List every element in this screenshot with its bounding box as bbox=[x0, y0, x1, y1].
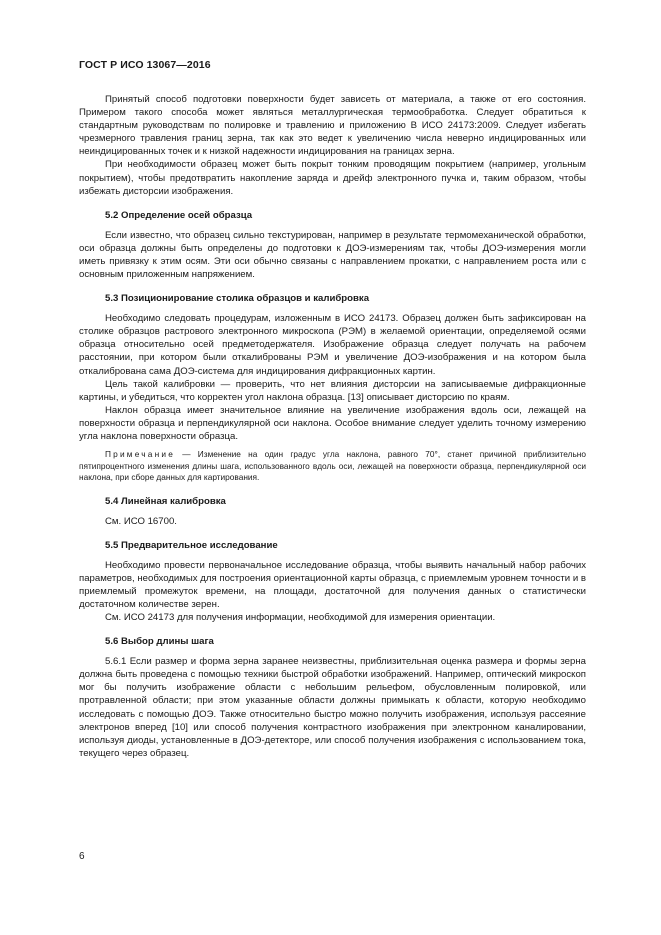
note-label: Примечание bbox=[105, 449, 176, 460]
paragraph: См. ИСО 16700. bbox=[105, 515, 177, 527]
paragraph: Наклон образца имеет значительное влияние на увеличение изображения вдоль оси, лежащей на поверхности образца и перпендикулярной оси наклона. Особое внимание следует уделить точному измерению угла наклона поверхности образца. bbox=[79, 404, 586, 442]
section-heading-5-4: 5.4 Линейная калибровка bbox=[105, 495, 226, 507]
section-heading-5-6: 5.6 Выбор длины шага bbox=[105, 636, 214, 648]
document-header: ГОСТ Р ИСО 13067—2016 bbox=[79, 59, 211, 71]
note-text: — Изменение на один градус угла наклона, равного 70°, станет причиной приблизительно пятипроцентного изменения длины шага, использованного вдоль оси, лежащей на поверхности образца, перпендикулярной оси наклона, при сборе данных для картирования. bbox=[79, 449, 586, 483]
section-heading-5-5: 5.5 Предварительное исследование bbox=[105, 539, 278, 551]
paragraph: Принятый способ подготовки поверхности будет зависеть от материала, а также от его состояния. Примером такого способа может являться металлургическая термообработка. Следует обратиться к стандартным руководствам по полировке и травлению и приложению В ИСО 24173:2009. Следует избегать чрезмерного травления границ зерна, так как это ведет к увеличению числа неверно индицированных или неиндицированных точек и к низкой надежности индицирования на границах зерна. bbox=[79, 94, 586, 158]
paragraph: Необходимо следовать процедурам, изложенным в ИСО 24173. Образец должен быть зафиксирован на столике образцов растрового электронного микроскопа (РЭМ) в желаемой ориентации, определяемой осями образца относительно осей предметодержателя. Изображение образца следует получать на рабочем расстоянии, при котором были откалиброваны РЭМ и увеличение ДОЭ-изображения и на котором была откалибрована сама ДОЭ-система для индицирования дифракционных картин. bbox=[79, 313, 586, 377]
paragraph: 5.6.1 Если размер и форма зерна заранее неизвестны, приблизительная оценка размера и формы зерна должна быть проведена с помощью техники быстрой обработки изображений. Например, оптический микроскоп мог бы получить изображение области с небольшим рельефом, обусловленным полировкой, или протравленной области; при этом указанные области должны примыкать к области, которую необходимо исследовать с помощью ДОЭ. Также относительно быстро можно получить изображения, используя рассеяние электронов вперед [10] или способ получения контрастного изображения при электронном каналировании, используя диоды, установленные в ДОЭ-детекторе, или способ получения изображения с использованием тока, текущего через образец. bbox=[79, 656, 586, 759]
section-heading-5-2: 5.2 Определение осей образца bbox=[105, 209, 253, 221]
paragraph: При необходимости образец может быть покрыт тонким проводящим покрытием (например, угольным покрытием), чтобы предотвратить накопление заряда и дрейф электронного пучка и, таким образом, чтобы избежать дисторсии изображения. bbox=[79, 159, 586, 197]
paragraph: См. ИСО 24173 для получения информации, необходимой для измерения ориентации. bbox=[105, 612, 496, 624]
page-number: 6 bbox=[79, 851, 85, 862]
paragraph: Цель такой калибровки — проверить, что нет влияния дисторсии на записываемые дифракционные картины, и убедиться, что корректен угол наклона образца. [13] описывает дисторсию по краям. bbox=[79, 378, 586, 403]
note bbox=[79, 449, 586, 484]
paragraph: Если известно, что образец сильно текстурирован, например в результате термомеханической обработки, оси образца должны быть определены до подготовки к ДОЭ-измерениям так, чтобы ДОЭ-измерения могли иметь привязку к этим осям. Эти оси обычно связаны с направлением прокатки, с направлением роста или с основным приложенным напряжением. bbox=[79, 229, 586, 281]
section-heading-5-3: 5.3 Позиционирование столика образцов и калибровка bbox=[105, 293, 370, 305]
document-body bbox=[79, 93, 586, 760]
paragraph: Необходимо провести первоначальное исследование образца, чтобы выявить начальный набор рабочих параметров, необходимых для построения ориентационной карты образца, с приемлемым уровнем точности и в приемлемый промежуток времени, на площади, достаточной для получения данных о статистически достаточном количестве зерен. bbox=[79, 559, 586, 610]
